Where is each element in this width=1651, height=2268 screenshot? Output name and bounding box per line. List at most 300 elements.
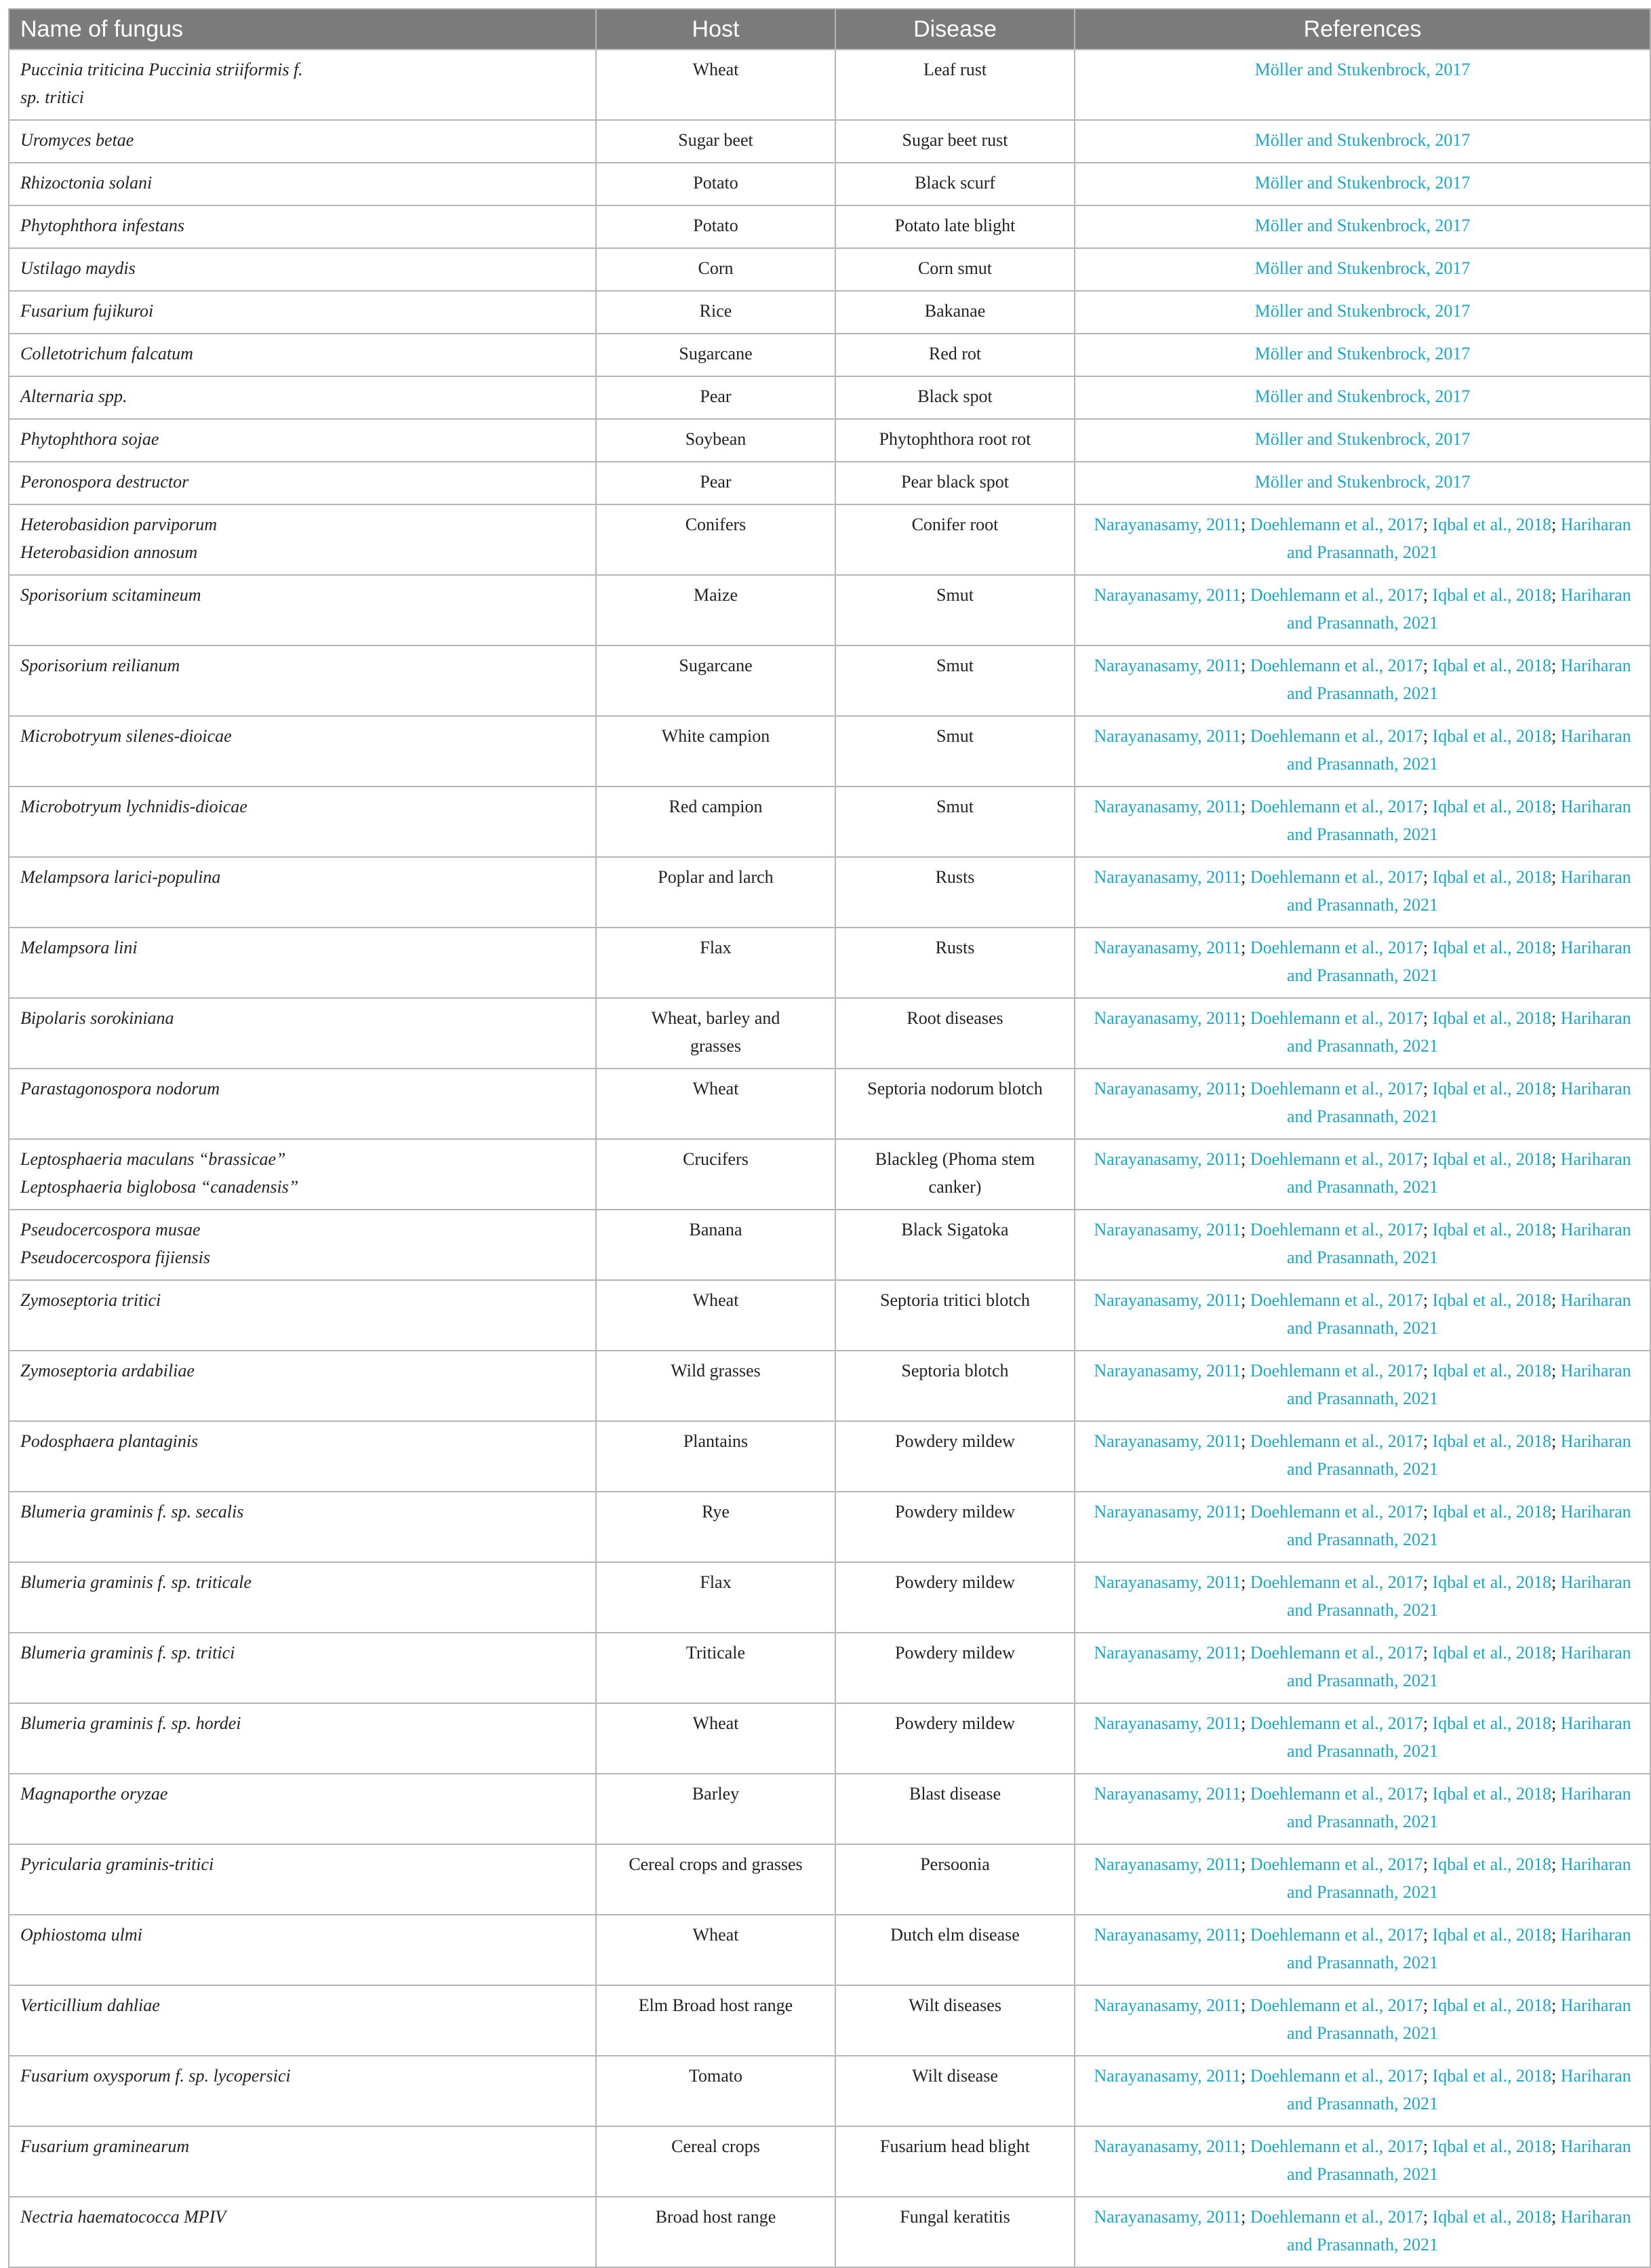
reference-link[interactable]: Iqbal et al., 2018 [1432, 1925, 1551, 1945]
disease-cell [835, 2126, 1075, 2197]
reference-separator: ; [1241, 1431, 1250, 1451]
fungus-name: Blumeria graminis f. sp. hordei [20, 1713, 241, 1733]
reference-link[interactable]: Hariharan and Prasannath, 2021 [1286, 1220, 1631, 1267]
host-text: Wheat, barley and [651, 1008, 780, 1028]
reference-link[interactable]: Iqbal et al., 2018 [1432, 2207, 1551, 2227]
fungus-name: Pseudocercospora fijiensis [20, 1248, 210, 1267]
fungus-name-cell [9, 2056, 596, 2126]
table-row [9, 1844, 1650, 1915]
disease-cell [835, 376, 1075, 419]
references-cell [1075, 1421, 1650, 1492]
host-text: Cereal crops [671, 2136, 760, 2156]
reference-link[interactable]: Iqbal et al., 2018 [1432, 1713, 1551, 1733]
reference-separator: ; [1551, 1008, 1561, 1028]
fungus-name: Zymoseptoria ardabiliae [20, 1361, 195, 1380]
disease-text: Leaf rust [923, 60, 987, 79]
reference-separator: ; [1241, 867, 1250, 887]
reference-link[interactable]: Narayanasamy, 2011 [1094, 1431, 1241, 1451]
fungus-name: Microbotryum lychnidis-dioicae [20, 797, 247, 816]
reference-separator: ; [1423, 2066, 1433, 2086]
table-row [9, 1774, 1650, 1844]
reference-link[interactable]: Narayanasamy, 2011 [1094, 867, 1241, 887]
reference-separator: ; [1241, 1290, 1250, 1310]
reference-link[interactable]: Hariharan and Prasannath, 2021 [1286, 1995, 1631, 2043]
references-cell [1075, 1703, 1650, 1774]
reference-link[interactable]: Iqbal et al., 2018 [1432, 1572, 1551, 1592]
reference-link[interactable]: Narayanasamy, 2011 [1094, 1149, 1241, 1169]
host-cell [596, 49, 835, 120]
reference-separator: ; [1241, 1713, 1250, 1733]
host-cell [596, 376, 835, 419]
disease-text: Septoria blotch [901, 1361, 1009, 1380]
host-cell [596, 291, 835, 334]
reference-link[interactable]: Narayanasamy, 2011 [1094, 797, 1241, 816]
fungus-name: Fusarium oxysporum f. sp. lycopersici [20, 2066, 291, 2086]
reference-separator: ; [1423, 1925, 1433, 1945]
reference-separator: ; [1241, 938, 1250, 957]
host-cell [596, 787, 835, 857]
reference-link[interactable]: Iqbal et al., 2018 [1432, 726, 1551, 746]
reference-link[interactable]: Iqbal et al., 2018 [1432, 1502, 1551, 1521]
reference-link[interactable]: Doehlemann et al., 2017 [1250, 867, 1423, 887]
table-row [9, 334, 1650, 376]
reference-separator: ; [1241, 1008, 1250, 1028]
reference-link[interactable]: Iqbal et al., 2018 [1432, 2136, 1551, 2156]
reference-link[interactable]: Iqbal et al., 2018 [1432, 1431, 1551, 1451]
references-cell [1075, 787, 1650, 857]
reference-link[interactable]: Doehlemann et al., 2017 [1250, 1290, 1423, 1310]
disease-cell [835, 1351, 1075, 1421]
host-cell [596, 645, 835, 716]
reference-link[interactable]: Iqbal et al., 2018 [1432, 1854, 1551, 1874]
reference-link[interactable]: Iqbal et al., 2018 [1432, 1643, 1551, 1663]
table-row [9, 1985, 1650, 2056]
reference-link[interactable]: Iqbal et al., 2018 [1432, 1361, 1551, 1380]
reference-link[interactable]: Doehlemann et al., 2017 [1250, 1079, 1423, 1098]
reference-link[interactable]: Narayanasamy, 2011 [1094, 726, 1241, 746]
reference-link[interactable]: Narayanasamy, 2011 [1094, 1784, 1241, 1804]
references-cell [1075, 1492, 1650, 1562]
reference-separator: ; [1423, 585, 1433, 605]
reference-link[interactable]: Möller and Stukenbrock, 2017 [1254, 216, 1471, 235]
disease-cell [835, 1703, 1075, 1774]
host-text: Rye [702, 1502, 730, 1521]
reference-link[interactable]: Hariharan and Prasannath, 2021 [1286, 1925, 1631, 1972]
host-cell [596, 2126, 835, 2197]
reference-separator: ; [1551, 656, 1561, 675]
reference-separator: ; [1551, 585, 1561, 605]
host-text: Sugarcane [679, 656, 753, 675]
host-cell [596, 1633, 835, 1703]
reference-link[interactable]: Hariharan and Prasannath, 2021 [1286, 1149, 1631, 1197]
reference-link[interactable]: Hariharan and Prasannath, 2021 [1286, 1502, 1631, 1549]
reference-link[interactable]: Doehlemann et al., 2017 [1250, 1713, 1423, 1733]
reference-link[interactable]: Möller and Stukenbrock, 2017 [1254, 130, 1471, 150]
host-text: Barley [692, 1784, 740, 1804]
fungus-name: Blumeria graminis f. sp. triticale [20, 1572, 252, 1592]
reference-link[interactable]: Doehlemann et al., 2017 [1250, 1008, 1423, 1028]
disease-text: Powdery mildew [895, 1713, 1015, 1733]
reference-link[interactable]: Iqbal et al., 2018 [1432, 1220, 1551, 1239]
fungus-name: Peronospora destructor [20, 472, 189, 492]
reference-link[interactable]: Narayanasamy, 2011 [1094, 1220, 1241, 1239]
host-text: Plantains [683, 1431, 749, 1451]
disease-text: Black Sigatoka [901, 1220, 1009, 1239]
references-cell [1075, 248, 1650, 291]
host-cell [596, 462, 835, 504]
reference-link[interactable]: Hariharan and Prasannath, 2021 [1286, 2066, 1631, 2113]
references-cell [1075, 1844, 1650, 1915]
reference-link[interactable]: Narayanasamy, 2011 [1094, 1502, 1241, 1521]
fungus-name-cell [9, 998, 596, 1069]
reference-link[interactable]: Doehlemann et al., 2017 [1250, 1502, 1423, 1521]
host-cell [596, 1562, 835, 1633]
disease-text: Fusarium head blight [880, 2136, 1030, 2156]
reference-link[interactable]: Doehlemann et al., 2017 [1250, 1149, 1423, 1169]
reference-separator: ; [1241, 2066, 1250, 2086]
reference-link[interactable]: Möller and Stukenbrock, 2017 [1254, 173, 1471, 193]
reference-link[interactable]: Möller and Stukenbrock, 2017 [1254, 301, 1471, 321]
reference-link[interactable]: Doehlemann et al., 2017 [1250, 1361, 1423, 1380]
fungus-name-cell [9, 120, 596, 163]
reference-link[interactable]: Hariharan and Prasannath, 2021 [1286, 515, 1631, 562]
reference-link[interactable]: Narayanasamy, 2011 [1094, 1713, 1241, 1733]
fungus-name-cell [9, 1915, 596, 1985]
reference-link[interactable]: Hariharan and Prasannath, 2021 [1286, 1854, 1631, 1902]
reference-link[interactable]: Narayanasamy, 2011 [1094, 1079, 1241, 1098]
fungus-name: Phytophthora sojae [20, 429, 159, 449]
disease-text: Blast disease [909, 1784, 1001, 1804]
disease-text: Septoria nodorum blotch [867, 1079, 1043, 1098]
reference-link[interactable]: Iqbal et al., 2018 [1432, 585, 1551, 605]
host-cell [596, 1139, 835, 1210]
header-host: Host [596, 9, 835, 49]
references-cell [1075, 1633, 1650, 1703]
reference-link[interactable]: Hariharan and Prasannath, 2021 [1286, 656, 1631, 703]
disease-cell [835, 291, 1075, 334]
host-text: Sugar beet [678, 130, 753, 150]
reference-link[interactable]: Narayanasamy, 2011 [1094, 1995, 1241, 2015]
reference-link[interactable]: Doehlemann et al., 2017 [1250, 2066, 1423, 2086]
reference-link[interactable]: Doehlemann et al., 2017 [1250, 585, 1423, 605]
reference-link[interactable]: Möller and Stukenbrock, 2017 [1254, 60, 1471, 79]
reference-link[interactable]: Doehlemann et al., 2017 [1250, 656, 1423, 675]
disease-text: Smut [936, 585, 974, 605]
reference-link[interactable]: Narayanasamy, 2011 [1094, 1290, 1241, 1310]
host-text: Wheat [692, 1713, 739, 1733]
reference-link[interactable]: Doehlemann et al., 2017 [1250, 797, 1423, 816]
reference-link[interactable]: Hariharan and Prasannath, 2021 [1286, 2136, 1631, 2184]
reference-separator: ; [1423, 1361, 1433, 1380]
reference-separator: ; [1241, 726, 1250, 746]
reference-link[interactable]: Iqbal et al., 2018 [1432, 1995, 1551, 2015]
host-cell [596, 928, 835, 998]
header-name-of-fungus: Name of fungus [9, 9, 596, 49]
disease-cell [835, 575, 1075, 645]
fungus-name: Magnaporthe oryzae [20, 1784, 168, 1804]
reference-link[interactable]: Doehlemann et al., 2017 [1250, 515, 1423, 534]
reference-link[interactable]: Möller and Stukenbrock, 2017 [1254, 344, 1471, 363]
disease-text: Powdery mildew [895, 1431, 1015, 1451]
fungus-name-cell [9, 205, 596, 248]
reference-link[interactable]: Iqbal et al., 2018 [1432, 1079, 1551, 1098]
fungus-name: Sporisorium scitamineum [20, 585, 201, 605]
table-row [9, 1139, 1650, 1210]
reference-link[interactable]: Hariharan and Prasannath, 2021 [1286, 1784, 1631, 1831]
reference-link[interactable]: Iqbal et al., 2018 [1432, 656, 1551, 675]
fungus-name-cell [9, 376, 596, 419]
reference-link[interactable]: Hariharan and Prasannath, 2021 [1286, 1643, 1631, 1690]
references-cell [1075, 2126, 1650, 2197]
disease-cell [835, 1069, 1075, 1139]
host-cell [596, 575, 835, 645]
reference-link[interactable]: Hariharan and Prasannath, 2021 [1286, 1713, 1631, 1761]
reference-link[interactable]: Iqbal et al., 2018 [1432, 515, 1551, 534]
disease-text: Black scurf [914, 173, 996, 193]
reference-link[interactable]: Narayanasamy, 2011 [1094, 1008, 1241, 1028]
reference-link[interactable]: Hariharan and Prasannath, 2021 [1286, 1008, 1631, 1056]
reference-link[interactable]: Iqbal et al., 2018 [1432, 938, 1551, 957]
host-text: Wild grasses [671, 1361, 761, 1380]
reference-separator: ; [1241, 1572, 1250, 1592]
references-cell [1075, 334, 1650, 376]
references-cell [1075, 1562, 1650, 1633]
reference-link[interactable]: Iqbal et al., 2018 [1432, 2066, 1551, 2086]
fungus-name: Pseudocercospora musae [20, 1220, 201, 1239]
reference-separator: ; [1423, 656, 1433, 675]
disease-text: Septoria tritici blotch [880, 1290, 1030, 1310]
disease-text: Rusts [935, 867, 975, 887]
disease-cell [835, 2056, 1075, 2126]
reference-separator: ; [1423, 1713, 1433, 1733]
reference-separator: ; [1241, 656, 1250, 675]
host-text: Potato [693, 216, 738, 235]
reference-link[interactable]: Hariharan and Prasannath, 2021 [1286, 1572, 1631, 1620]
fungi-table [8, 8, 1651, 2268]
reference-link[interactable]: Doehlemann et al., 2017 [1250, 938, 1423, 957]
reference-separator: ; [1423, 1502, 1433, 1521]
fungus-name: Zymoseptoria tritici [20, 1290, 161, 1310]
disease-cell [835, 1139, 1075, 1210]
header-row [9, 9, 1650, 49]
reference-separator: ; [1423, 1995, 1433, 2015]
reference-link[interactable]: Narayanasamy, 2011 [1094, 656, 1241, 675]
reference-link[interactable]: Hariharan and Prasannath, 2021 [1286, 797, 1631, 844]
reference-link[interactable]: Narayanasamy, 2011 [1094, 938, 1241, 957]
host-text: Soybean [685, 429, 747, 449]
reference-link[interactable]: Narayanasamy, 2011 [1094, 2066, 1241, 2086]
fungus-name-cell [9, 163, 596, 205]
reference-link[interactable]: Hariharan and Prasannath, 2021 [1286, 2207, 1631, 2254]
reference-separator: ; [1241, 1502, 1250, 1521]
header-references: References [1075, 9, 1650, 49]
host-text: Crucifers [683, 1149, 749, 1169]
reference-link[interactable]: Iqbal et al., 2018 [1432, 797, 1551, 816]
table-row [9, 1915, 1650, 1985]
reference-separator: ; [1241, 1784, 1250, 1804]
disease-text: Pear black spot [901, 472, 1009, 492]
reference-separator: ; [1551, 1502, 1561, 1521]
disease-cell [835, 645, 1075, 716]
reference-separator: ; [1241, 1220, 1250, 1239]
reference-link[interactable]: Doehlemann et al., 2017 [1250, 1643, 1423, 1663]
reference-separator: ; [1423, 867, 1433, 887]
references-cell [1075, 376, 1650, 419]
host-cell [596, 248, 835, 291]
disease-cell [835, 928, 1075, 998]
reference-link[interactable]: Doehlemann et al., 2017 [1250, 1854, 1423, 1874]
table-row [9, 787, 1650, 857]
disease-text: Black spot [917, 386, 993, 406]
reference-link[interactable]: Möller and Stukenbrock, 2017 [1254, 472, 1471, 492]
disease-cell [835, 1421, 1075, 1492]
table-body [9, 49, 1650, 2267]
reference-separator: ; [1551, 515, 1561, 534]
reference-link[interactable]: Iqbal et al., 2018 [1432, 1008, 1551, 1028]
reference-separator: ; [1551, 1572, 1561, 1592]
disease-cell [835, 2197, 1075, 2267]
disease-text: Conifer root [911, 515, 999, 534]
reference-link[interactable]: Narayanasamy, 2011 [1094, 585, 1241, 605]
fungus-name-cell [9, 716, 596, 787]
reference-separator: ; [1551, 1713, 1561, 1733]
reference-link[interactable]: Iqbal et al., 2018 [1432, 867, 1551, 887]
reference-separator: ; [1551, 1925, 1561, 1945]
table-row [9, 49, 1650, 120]
table-row [9, 1703, 1650, 1774]
reference-separator: ; [1423, 938, 1433, 957]
reference-separator: ; [1551, 1995, 1561, 2015]
table-row [9, 2126, 1650, 2197]
disease-cell [835, 1774, 1075, 1844]
references-cell [1075, 205, 1650, 248]
reference-link[interactable]: Hariharan and Prasannath, 2021 [1286, 1079, 1631, 1126]
reference-separator: ; [1241, 515, 1250, 534]
disease-text: Wilt disease [912, 2066, 998, 2086]
references-cell [1075, 998, 1650, 1069]
host-text: Broad host range [655, 2207, 776, 2227]
fungus-name: Alternaria spp. [20, 386, 127, 406]
reference-link[interactable]: Iqbal et al., 2018 [1432, 1290, 1551, 1310]
fungus-name-cell [9, 1069, 596, 1139]
reference-link[interactable]: Doehlemann et al., 2017 [1250, 1220, 1423, 1239]
table-row [9, 376, 1650, 419]
reference-link[interactable]: Hariharan and Prasannath, 2021 [1286, 1361, 1631, 1408]
reference-separator: ; [1551, 2136, 1561, 2156]
host-cell [596, 163, 835, 205]
reference-link[interactable]: Doehlemann et al., 2017 [1250, 726, 1423, 746]
table-header [9, 9, 1650, 49]
reference-link[interactable]: Narayanasamy, 2011 [1094, 1854, 1241, 1874]
reference-separator: ; [1241, 797, 1250, 816]
reference-link[interactable]: Möller and Stukenbrock, 2017 [1254, 258, 1471, 278]
reference-separator: ; [1551, 1784, 1561, 1804]
reference-link[interactable]: Doehlemann et al., 2017 [1250, 1431, 1423, 1451]
reference-link[interactable]: Hariharan and Prasannath, 2021 [1286, 726, 1631, 774]
reference-link[interactable]: Doehlemann et al., 2017 [1250, 1784, 1423, 1804]
table-row [9, 716, 1650, 787]
fungus-name: Heterobasidion parviporum [20, 515, 218, 534]
reference-link[interactable]: Iqbal et al., 2018 [1432, 1784, 1551, 1804]
disease-cell [835, 334, 1075, 376]
references-cell [1075, 1351, 1650, 1421]
host-cell [596, 205, 835, 248]
reference-link[interactable]: Hariharan and Prasannath, 2021 [1286, 585, 1631, 633]
table-row [9, 2056, 1650, 2126]
disease-text: Wilt diseases [909, 1995, 1001, 2015]
host-cell [596, 857, 835, 928]
references-cell [1075, 2197, 1650, 2267]
reference-separator: ; [1423, 515, 1433, 534]
reference-separator: ; [1423, 1784, 1433, 1804]
reference-link[interactable]: Narayanasamy, 2011 [1094, 1925, 1241, 1945]
host-cell [596, 1351, 835, 1421]
references-cell [1075, 1774, 1650, 1844]
table-row [9, 1351, 1650, 1421]
reference-link[interactable]: Doehlemann et al., 2017 [1250, 1572, 1423, 1592]
reference-link[interactable]: Doehlemann et al., 2017 [1250, 1925, 1423, 1945]
reference-separator: ; [1423, 1290, 1433, 1310]
reference-link[interactable]: Doehlemann et al., 2017 [1250, 2136, 1423, 2156]
reference-separator: ; [1551, 1079, 1561, 1098]
reference-link[interactable]: Narayanasamy, 2011 [1094, 2207, 1241, 2227]
reference-link[interactable]: Narayanasamy, 2011 [1094, 2136, 1241, 2156]
references-cell [1075, 1915, 1650, 1985]
reference-separator: ; [1551, 2207, 1561, 2227]
references-cell [1075, 1985, 1650, 2056]
reference-link[interactable]: Narayanasamy, 2011 [1094, 1361, 1241, 1380]
host-cell [596, 998, 835, 1069]
host-cell [596, 1069, 835, 1139]
reference-link[interactable]: Möller and Stukenbrock, 2017 [1254, 386, 1471, 406]
reference-link[interactable]: Narayanasamy, 2011 [1094, 515, 1241, 534]
reference-link[interactable]: Hariharan and Prasannath, 2021 [1286, 1431, 1631, 1479]
reference-link[interactable]: Hariharan and Prasannath, 2021 [1286, 867, 1631, 915]
fungus-name: Parastagonospora nodorum [20, 1079, 220, 1098]
reference-link[interactable]: Doehlemann et al., 2017 [1250, 1995, 1423, 2015]
disease-cell [835, 1210, 1075, 1280]
disease-text: Persoonia [920, 1854, 990, 1874]
reference-link[interactable]: Möller and Stukenbrock, 2017 [1254, 429, 1471, 449]
fungus-name: Podosphaera plantaginis [20, 1431, 199, 1451]
host-cell [596, 1774, 835, 1844]
disease-text: Rusts [935, 938, 975, 957]
reference-link[interactable]: Iqbal et al., 2018 [1432, 1149, 1551, 1169]
reference-link[interactable]: Doehlemann et al., 2017 [1250, 2207, 1423, 2227]
references-cell [1075, 462, 1650, 504]
disease-cell [835, 998, 1075, 1069]
fungus-name-cell [9, 2197, 596, 2267]
fungus-name: Bipolaris sorokiniana [20, 1008, 174, 1028]
reference-separator: ; [1551, 1149, 1561, 1169]
fungus-name: Heterobasidion annosum [20, 542, 198, 562]
reference-link[interactable]: Hariharan and Prasannath, 2021 [1286, 938, 1631, 985]
reference-separator: ; [1241, 1079, 1250, 1098]
reference-separator: ; [1551, 1431, 1561, 1451]
reference-link[interactable]: Narayanasamy, 2011 [1094, 1643, 1241, 1663]
reference-separator: ; [1551, 797, 1561, 816]
reference-separator: ; [1241, 1149, 1250, 1169]
header-disease: Disease [835, 9, 1075, 49]
fungus-name-cell [9, 462, 596, 504]
disease-cell [835, 1633, 1075, 1703]
host-cell [596, 1210, 835, 1280]
host-cell [596, 1985, 835, 2056]
reference-separator: ; [1241, 1361, 1250, 1380]
fungus-name: Blumeria graminis f. sp. tritici [20, 1643, 235, 1663]
reference-link[interactable]: Narayanasamy, 2011 [1094, 1572, 1241, 1592]
reference-link[interactable]: Hariharan and Prasannath, 2021 [1286, 1290, 1631, 1338]
